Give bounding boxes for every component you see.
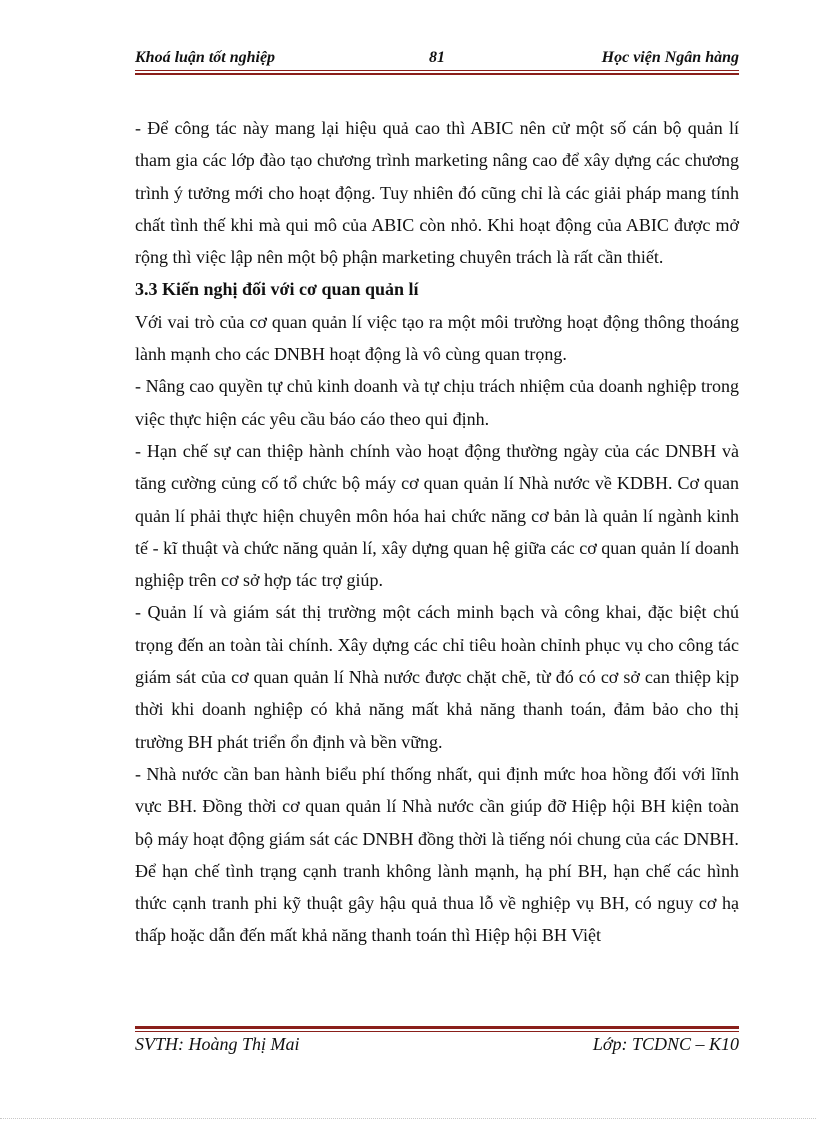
header-rule-thin: [135, 70, 739, 71]
page-body: [135, 112, 739, 952]
paragraph-autonomy: - Nâng cao quyền tự chủ kinh doanh và tự chịu trách nhiệm của doanh nghiệp trong việc thực hiện các yêu cầu báo cáo theo qui định.: [135, 376, 739, 429]
paragraph-premium-schedule: - Nhà nước cần ban hành biểu phí thống nhất, qui định mức hoa hồng đối với lĩnh vực BH. Đồng thời cơ quan quản lí Nhà nước cần giúp đỡ Hiệp hội BH kiện toàn bộ máy hoạt động giám sát các DNBH đồng thời là tiếng nói chung của các DNBH.: [135, 763, 739, 849]
footer-class: Lớp: TCDNC – K10: [592, 1034, 739, 1054]
section-heading: 3.3 Kiến nghị đối với cơ quan quản lí: [135, 279, 419, 300]
paragraph-limit-intervention: - Hạn chế sự can thiệp hành chính vào hoạt động thường ngày của các DNBH và tăng cường củng cố tổ chức bộ máy cơ quan quản lí Nhà nước về KDBH. Cơ quan quản lí phải thực hiện chuyên môn hóa hai chức năng cơ bản là quản lí ngành kinh tế - kĩ thuật và chức năng quản lí, xây dựng quan hệ giữa các cơ quan quản lí doanh nghiệp trên cơ sở hợp tác trợ giúp.: [135, 440, 739, 591]
paragraph-competition: Để hạn chế tình trạng cạnh tranh không lành mạnh, hạ phí BH, hạn chế các hình thức cạnh tranh phi kỹ thuật gây hậu quả thua lỗ về nghiệp vụ BH, có nguy cơ hạ thấp hoặc dẫn đến mất khả năng thanh toán thì Hiệp hội BH Việt: [135, 860, 739, 946]
footer-rule-thin: [135, 1031, 739, 1032]
paragraph-marketing: - Để công tác này mang lại hiệu quả cao thì ABIC nên cử một số cán bộ quản lí tham gia các lớp đào tạo chương trình marketing nâng cao để xây dựng các chương trình ý tưởng mới cho hoạt động. Tuy nhiên đó cũng chỉ là các giải pháp mang tính chất tình thế khi mà qui mô của ABIC còn nhỏ. Khi hoạt động của ABIC được mở rộng thì việc lập nên một bộ phận marketing chuyên trách là rất cần thiết.: [135, 118, 739, 268]
paragraph-supervision: - Quản lí và giám sát thị trường một cách minh bạch và công khai, đặc biệt chú trọng đến an toàn tài chính. Xây dựng các chỉ tiêu hoàn chỉnh phục vụ cho công tác giám sát của cơ quan quản lí Nhà nước được chặt chẽ, từ đó có cơ sở can thiệp kịp thời khi doanh nghiệp có khả năng mất khả năng thanh toán, đảm bảo cho thị trường BH phát triển ổn định và bền vững.: [135, 602, 739, 752]
page-bottom-dotted-line: [0, 1118, 816, 1119]
page-header: [135, 46, 739, 70]
header-rule-thick: [135, 73, 739, 75]
footer-rule-thick: [135, 1026, 739, 1029]
header-thesis-title: Khoá luận tốt nghiệp: [135, 49, 276, 66]
header-institution: Học viện Ngân hàng: [601, 49, 739, 66]
page-footer: [135, 1034, 739, 1060]
paragraph-intro: Với vai trò của cơ quan quản lí việc tạo ra một môi trường hoạt động thông thoáng lành mạnh cho các DNBH hoạt động là vô cùng quan trọng.: [135, 311, 739, 365]
footer-author: SVTH: Hoàng Thị Mai: [135, 1034, 300, 1054]
page-number: 81: [429, 49, 445, 66]
